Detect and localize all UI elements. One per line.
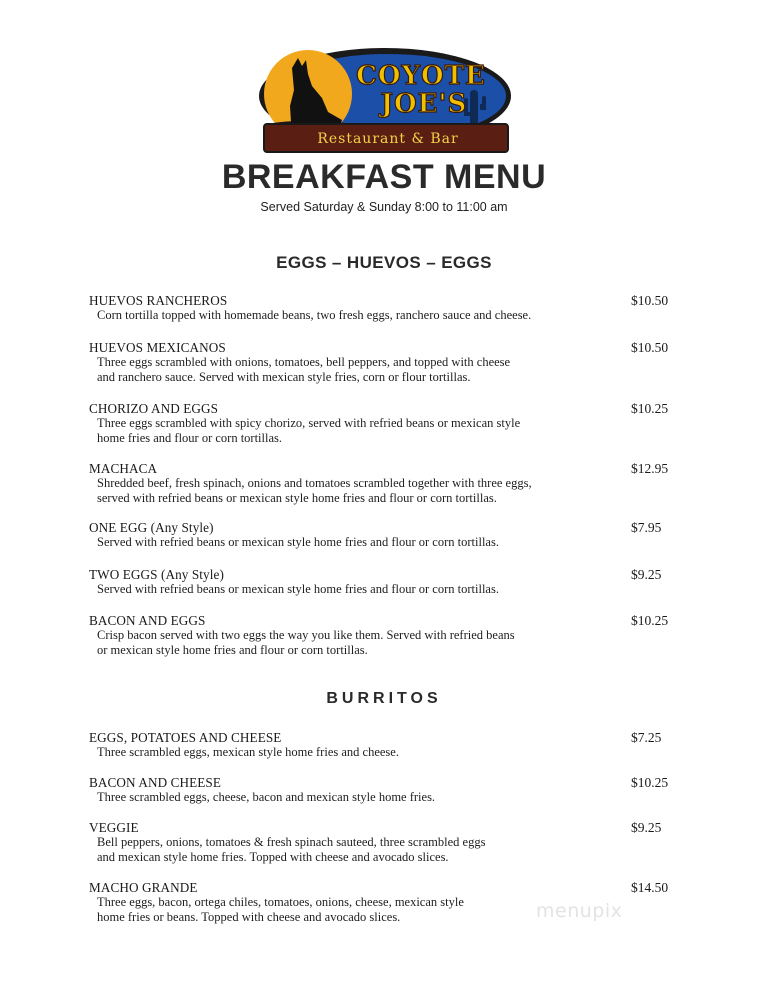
watermark: menupix [536, 900, 623, 922]
item-price: $7.95 [631, 520, 662, 535]
item-description [89, 355, 602, 385]
item-price: $10.25 [631, 613, 669, 628]
item-description-line: Three scrambled eggs, cheese, bacon and mexican style home fries. [97, 790, 436, 804]
item-description-line: Served with refried beans or mexican style home fries and flour or corn tortillas. [97, 582, 499, 596]
item-price: $9.25 [631, 567, 662, 582]
item-description [89, 535, 602, 550]
menu-item [89, 567, 689, 597]
item-name: EGGS, POTATOES AND CHEESE [89, 730, 282, 745]
item-description-line: Three eggs scrambled with onions, tomatoes, bell peppers, and topped with cheese [97, 355, 511, 369]
menu-item [89, 293, 689, 323]
item-description-line: Three eggs scrambled with spicy chorizo, served with refried beans or mexican style [97, 416, 521, 430]
item-description-line: Corn tortilla topped with homemade beans, two fresh eggs, ranchero sauce and cheese. [97, 308, 532, 322]
item-name: ONE EGG (Any Style) [89, 520, 214, 535]
logo-word-1: COYOTE [356, 61, 486, 91]
menu-hours: Served Saturday & Sunday 8:00 to 11:00 am [260, 200, 508, 214]
item-description [89, 745, 602, 760]
item-description [89, 476, 602, 506]
item-description [89, 416, 602, 446]
item-description-line: Served with refried beans or mexican style home fries and flour or corn tortillas. [97, 535, 499, 549]
item-description-line: and ranchero sauce. Served with mexican style fries, corn or flour tortillas. [97, 370, 471, 384]
section-title-eggs: EGGS – HUEVOS – EGGS [276, 253, 492, 272]
item-description-line: home fries and flour or corn tortillas. [97, 431, 283, 445]
item-description [89, 582, 602, 597]
item-description [89, 895, 602, 925]
item-description-line: or mexican style home fries and flour or corn tortillas. [97, 643, 368, 657]
item-price: $10.50 [631, 293, 669, 308]
restaurant-logo [256, 46, 514, 158]
item-name: MACHO GRANDE [89, 880, 198, 895]
item-name: BACON AND CHEESE [89, 775, 222, 790]
logo-word-2: JOE'S [380, 89, 468, 119]
item-name: HUEVOS RANCHEROS [89, 293, 228, 308]
item-description-line: Crisp bacon served with two eggs the way you like them. Served with refried beans [97, 628, 515, 642]
item-description-line: Three eggs, bacon, ortega chiles, tomatoes, onions, cheese, mexican style [97, 895, 464, 909]
item-price: $7.25 [631, 730, 662, 745]
item-price: $14.50 [631, 880, 669, 895]
item-price: $9.25 [631, 820, 662, 835]
menu-item [89, 775, 689, 805]
item-name: MACHACA [89, 461, 158, 476]
item-description [89, 835, 602, 865]
menu-item [89, 520, 689, 550]
section-title-burritos: BURRITOS [326, 690, 442, 707]
item-description [89, 790, 602, 805]
menu-title: BREAKFAST MENU [221, 158, 547, 196]
item-description-line: home fries or beans. Topped with cheese and avocado slices. [97, 910, 401, 924]
item-price: $10.50 [631, 340, 669, 355]
menu-item [89, 401, 689, 446]
item-price: $10.25 [631, 775, 669, 790]
item-name: CHORIZO AND EGGS [89, 401, 219, 416]
item-name: BACON AND EGGS [89, 613, 206, 628]
item-description-line: Bell peppers, onions, tomatoes & fresh spinach sauteed, three scrambled eggs [97, 835, 486, 849]
menu-item [89, 340, 689, 385]
item-price: $10.25 [631, 401, 669, 416]
item-name: VEGGIE [89, 820, 139, 835]
logo-tagline: Restaurant & Bar [317, 131, 459, 147]
item-description-line: Three scrambled eggs, mexican style home fries and cheese. [97, 745, 399, 759]
menu-item [89, 820, 689, 865]
item-price: $12.95 [631, 461, 669, 476]
item-description-line: and mexican style home fries. Topped with cheese and avocado slices. [97, 850, 449, 864]
item-name: HUEVOS MEXICANOS [89, 340, 226, 355]
item-description-line: served with refried beans or mexican style home fries and flour or corn tortillas. [97, 491, 497, 505]
menu-item [89, 461, 689, 506]
item-description [89, 628, 602, 658]
item-description [89, 308, 602, 323]
menu-item [89, 730, 689, 760]
item-description-line: Shredded beef, fresh spinach, onions and tomatoes scrambled together with three eggs, [97, 476, 532, 490]
menu-item [89, 613, 689, 658]
item-name: TWO EGGS (Any Style) [89, 567, 224, 582]
